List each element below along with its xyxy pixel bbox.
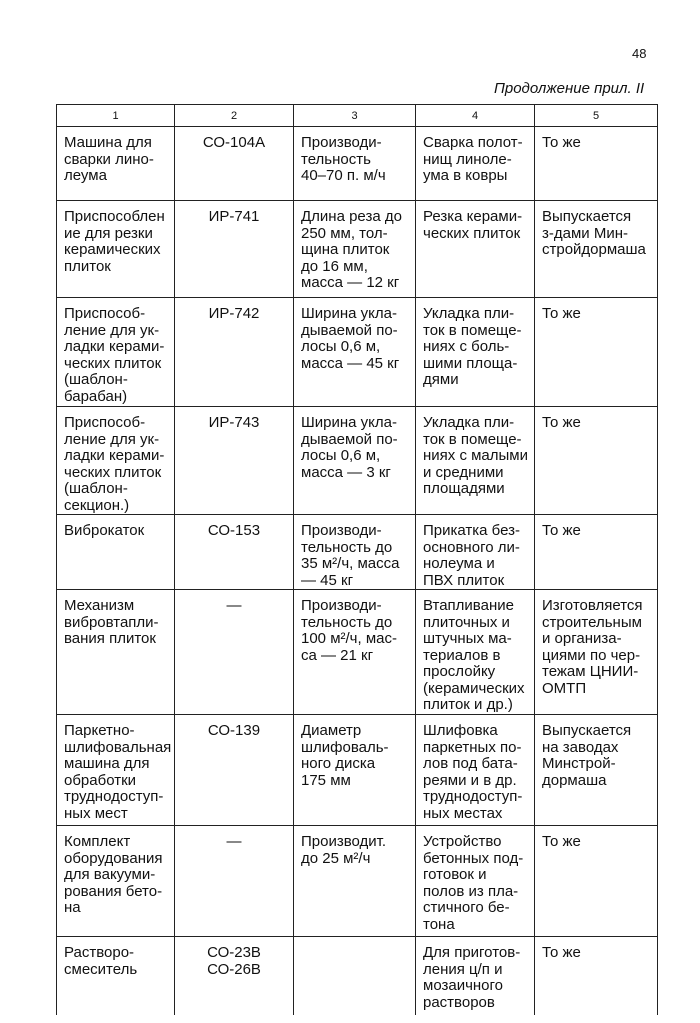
cell-name: Виброкаток: [57, 515, 175, 590]
column-header: 3: [294, 105, 416, 127]
cell-spec: Производи- тельность 40–70 п. м/ч: [294, 127, 416, 201]
table-row: [57, 937, 658, 1016]
table-row: [57, 407, 658, 515]
table-row: [57, 515, 658, 590]
column-header: 2: [175, 105, 294, 127]
cell-mark: ИР-741: [175, 201, 294, 298]
cell-mark: ИР-742: [175, 298, 294, 407]
cell-purpose: Втапливание плиточных и штучных ма- териалов в прослойку (керамических плиток и др.): [416, 590, 535, 715]
cell-spec: Производи- тельность до 100 м²/ч, мас- са — 21 кг: [294, 590, 416, 715]
cell-spec: Ширина укла- дываемой по- лосы 0,6 м, масса — 3 кг: [294, 407, 416, 515]
cell-name: Приспособлен ие для резки керамических плиток: [57, 201, 175, 298]
column-header: 5: [535, 105, 658, 127]
cell-name: Паркетно- шлифовальная машина для обработки труднодоступ- ных мест: [57, 715, 175, 826]
cell-mark: СО-139: [175, 715, 294, 826]
cell-spec: Производи- тельность до 35 м²/ч, масса — 45 кг: [294, 515, 416, 590]
cell-name: Приспособ- ление для ук- ладки керами- ческих плиток (шаблон- секцион.): [57, 407, 175, 515]
cell-spec: Диаметр шлифоваль- ного диска 175 мм: [294, 715, 416, 826]
cell-mark: СО-104А: [175, 127, 294, 201]
continuation-caption: Продолжение прил. II: [494, 80, 645, 97]
cell-purpose: Сварка полот- нищ линоле- ума в ковры: [416, 127, 535, 201]
cell-spec: Длина реза до 250 мм, тол- щина плиток до 16 мм, масса — 12 кг: [294, 201, 416, 298]
column-header: 4: [416, 105, 535, 127]
cell-name: Машина для сварки лино- леума: [57, 127, 175, 201]
cell-purpose: Прикатка без- основного ли- нолеума и ПВХ плиток: [416, 515, 535, 590]
cell-purpose: Резка керами- ческих плиток: [416, 201, 535, 298]
cell-note: Изготовляется строительным и организа- циями по чер- тежам ЦНИИ- ОМТП: [535, 590, 658, 715]
cell-note: Выпускается на заводах Минстрой- дормаша: [535, 715, 658, 826]
cell-note: То же: [535, 826, 658, 937]
cell-mark: —: [175, 826, 294, 937]
cell-mark: —: [175, 590, 294, 715]
cell-spec: Ширина укла- дываемой по- лосы 0,6 м, масса — 45 кг: [294, 298, 416, 407]
column-header: 1: [57, 105, 175, 127]
cell-note: То же: [535, 515, 658, 590]
table-row: [57, 590, 658, 715]
cell-spec: [294, 937, 416, 1016]
cell-name: Растворо- смеситель: [57, 937, 175, 1016]
cell-spec: Производит. до 25 м²/ч: [294, 826, 416, 937]
cell-mark: ИР-743: [175, 407, 294, 515]
table-row: [57, 201, 658, 298]
cell-note: Выпускается з-дами Мин- стройдормаша: [535, 201, 658, 298]
cell-purpose: Для приготов- ления ц/п и мозаичного растворов: [416, 937, 535, 1016]
cell-purpose: Устройство бетонных под- готовок и полов из пла- стичного бе- тона: [416, 826, 535, 937]
cell-name: Приспособ- ление для ук- ладки керами- ческих плиток (шаблон- барабан): [57, 298, 175, 407]
cell-purpose: Укладка пли- ток в помеще- ниях с боль- шими площа- дями: [416, 298, 535, 407]
cell-name: Механизм вибровтапли- вания плиток: [57, 590, 175, 715]
cell-note: То же: [535, 298, 658, 407]
table-row: [57, 298, 658, 407]
cell-purpose: Укладка пли- ток в помеще- ниях с малыми и средними площадями: [416, 407, 535, 515]
cell-mark: СО-23В СО-26В: [175, 937, 294, 1016]
cell-mark: СО-153: [175, 515, 294, 590]
table-row: [57, 715, 658, 826]
cell-name: Комплект оборудования для вакууми- рования бето- на: [57, 826, 175, 937]
cell-note: То же: [535, 127, 658, 201]
table-header-row: [57, 105, 658, 127]
equipment-table: [56, 104, 658, 1015]
table-row: [57, 826, 658, 937]
table-row: [57, 127, 658, 201]
cell-note: То же: [535, 407, 658, 515]
cell-note: То же: [535, 937, 658, 1016]
page-number: 48: [632, 46, 647, 61]
cell-purpose: Шлифовка паркетных по- лов под бата- реями и в др. труднодоступ- ных местах: [416, 715, 535, 826]
